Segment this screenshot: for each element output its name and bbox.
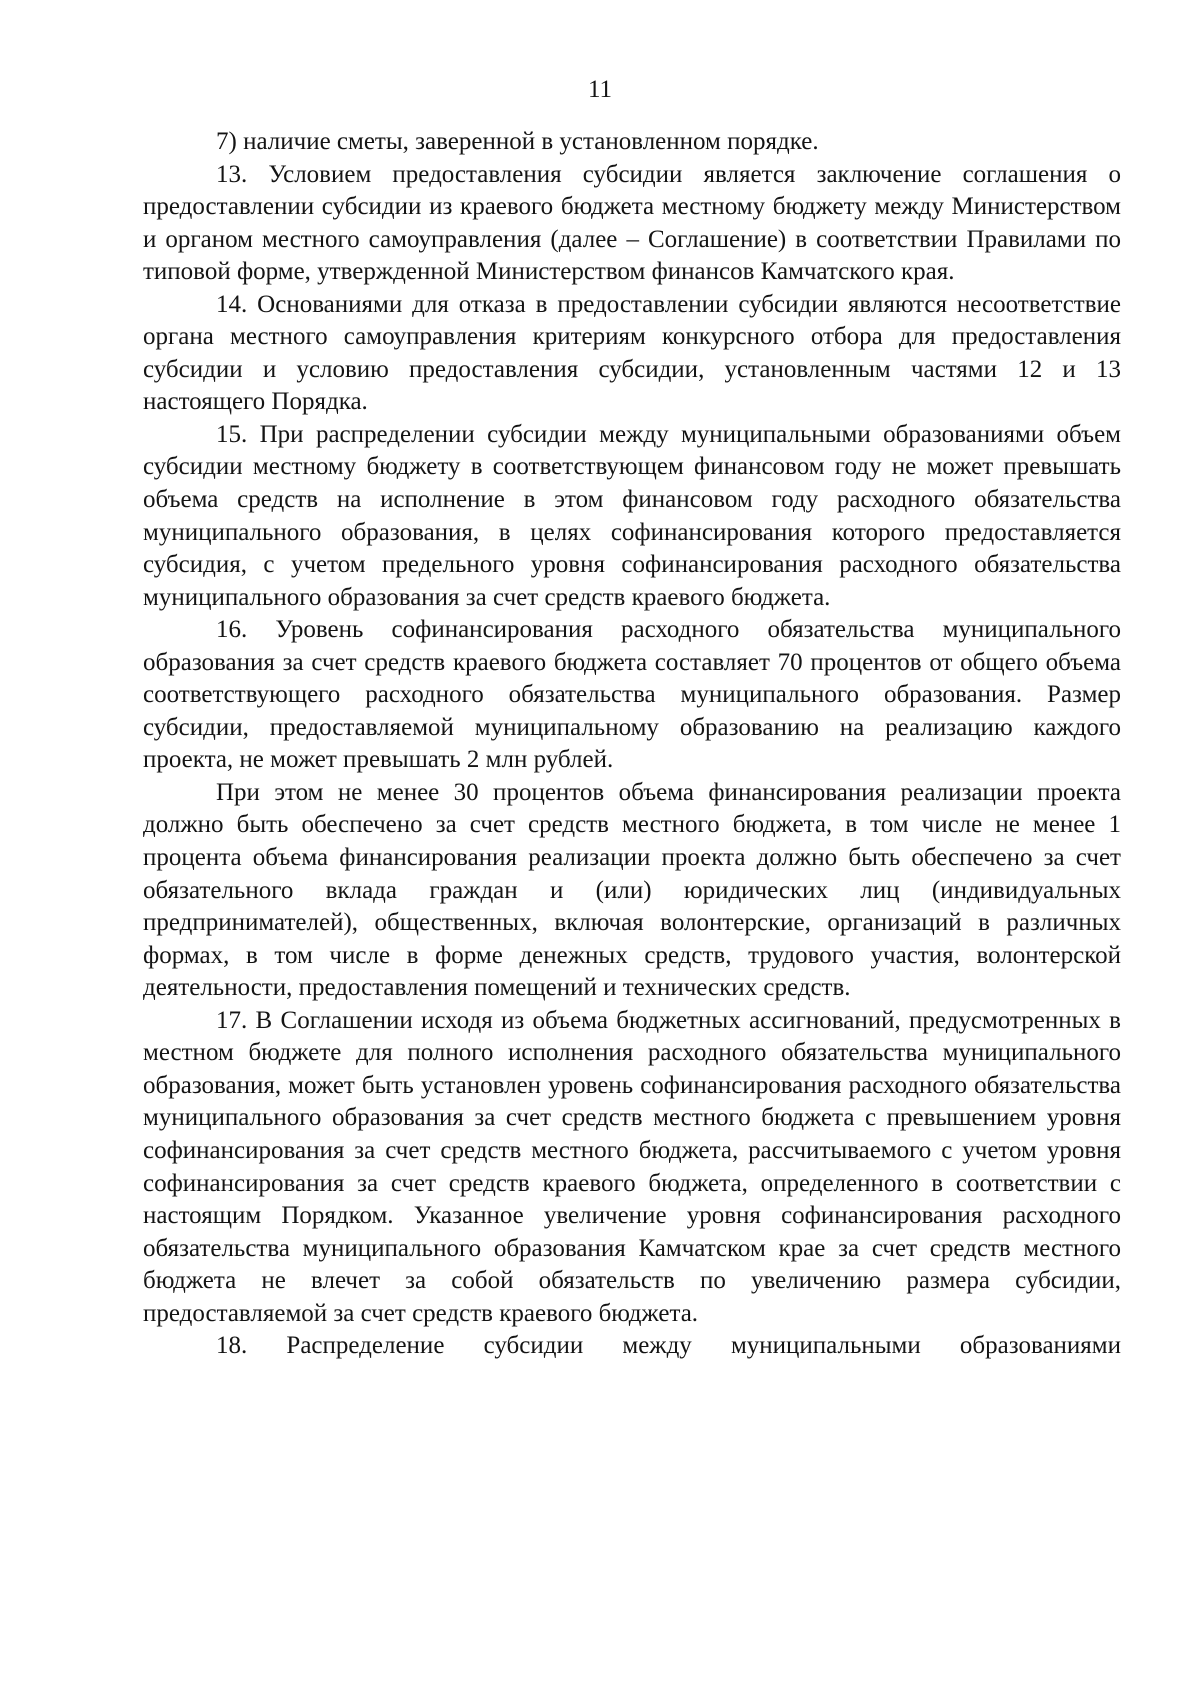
paragraph-16-continuation: При этом не менее 30 процентов объема финансирования реализации проекта должно быть обеспечено за счет средств местного бюджета, в том числе не менее 1 процента объема финансирования реализации проекта должно быть обеспечено за счет обязательного вклада граждан и (или) юридических лиц (индивидуальных предпринимателей), общественных, включая волонтерские, организаций в различных формах, в том числе в форме денежных средств, трудового участия, волонтерской деятельности, предоставления помещений и технических средств. bbox=[143, 778, 1121, 1002]
document-body bbox=[143, 126, 1121, 1363]
paragraph-14: 14. Основаниями для отказа в предоставлении субсидии являются несоответствие органа местного самоуправления критериям конкурсного отбора для предоставления субсидии и условию предоставления субсидии, установленным частями 12 и 13 настоящего Порядка. bbox=[143, 290, 1121, 416]
page-number: 11 bbox=[587, 76, 613, 103]
paragraph-18: 18. Распределение субсидии между муниципальными образованиями bbox=[216, 1332, 1121, 1360]
paragraph-17: 17. В Соглашении исходя из объема бюджетных ассигнований, предусмотренных в местном бюджете для полного исполнения расходного обязательства муниципального образования, может быть установлен уровень софинансирования расходного обязательства муниципального образования за счет средств местного бюджета с превышением уровня софинансирования за счет средств местного бюджета, рассчитываемого с учетом уровня софинансирования за счет средств краевого бюджета, определенного в соответствии с настоящим Порядком. Указанное увеличение уровня софинансирования расходного обязательства муниципального образования Камчатском крае за счет средств местного бюджета не влечет за собой обязательств по увеличению размера субсидии, предоставляемой за счет средств краевого бюджета. bbox=[143, 1006, 1121, 1327]
paragraph-item-7: 7) наличие сметы, заверенной в установленном порядке. bbox=[216, 128, 819, 155]
paragraph-13: 13. Условием предоставления субсидии является заключение соглашения о предоставлении субсидии из краевого бюджета местному бюджету между Министерством и органом местного самоуправления (далее – Соглашение) в соответствии Правилами по типовой форме, утвержденной Министерством финансов Камчатского края. bbox=[143, 160, 1121, 286]
paragraph-15: 15. При распределении субсидии между муниципальными образованиями объем субсидии местному бюджету в соответствующем финансовом году не может превышать объема средств на исполнение в этом финансовом году расходного обязательства муниципального образования, в целях софинансирования которого предоставляется субсидия, с учетом предельного уровня софинансирования расходного обязательства муниципального образования за счет средств краевого бюджета. bbox=[143, 420, 1121, 611]
paragraph-16: 16. Уровень софинансирования расходного обязательства муниципального образования за счет средств краевого бюджета составляет 70 процентов от общего объема соответствующего расходного обязательства муниципального образования. Размер субсидии, предоставляемой муниципальному образованию на реализацию каждого проекта, не может превышать 2 млн рублей. bbox=[143, 616, 1121, 774]
